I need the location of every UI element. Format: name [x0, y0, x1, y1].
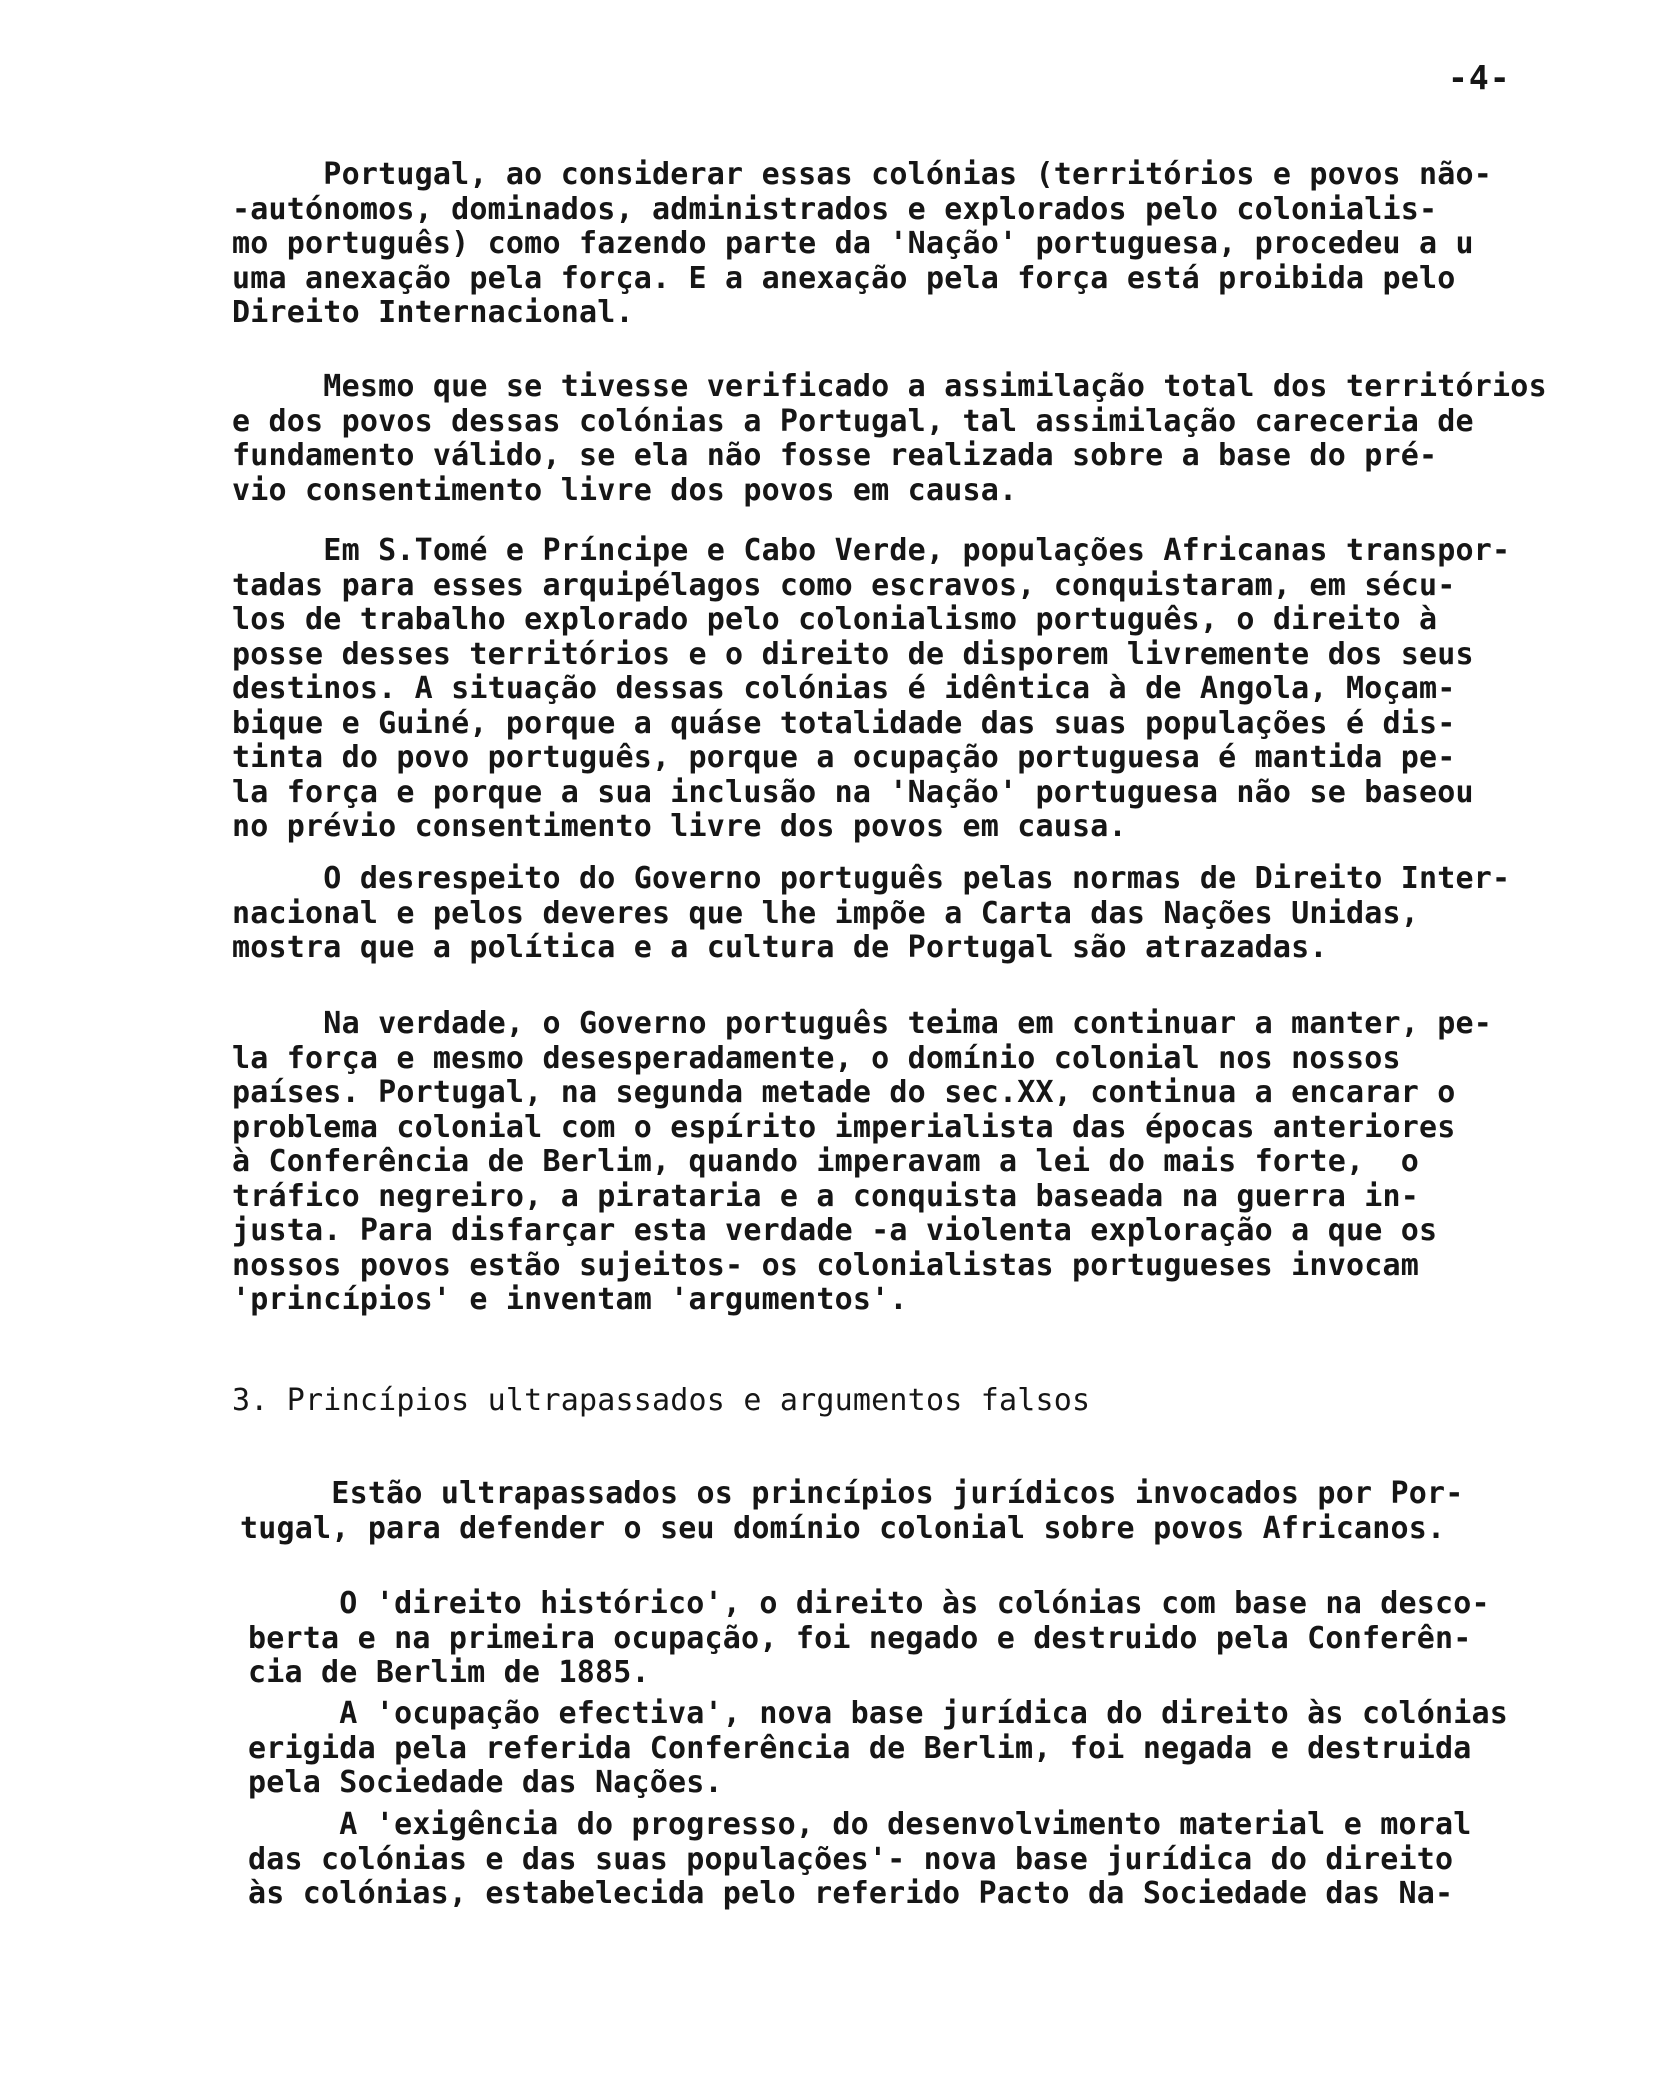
text-line: posse desses territórios e o direito de disporem livremente dos seus: [232, 636, 1474, 672]
text-line: vio consentimento livre dos povos em causa.: [232, 472, 1018, 508]
text-line: cia de Berlim de 1885.: [248, 1655, 650, 1690]
text-line: países. Portugal, na segunda metade do sec.XX, continua a encarar o: [232, 1075, 1456, 1110]
text-line: los de trabalho explorado pelo colonialismo português, o direito à: [232, 602, 1438, 637]
text-line: no prévio consentimento livre dos povos em causa.: [232, 809, 1127, 844]
section-heading: [232, 1384, 1090, 1419]
text-line: destinos. A situação dessas colónias é idêntica à de Angola, Moçam-: [232, 671, 1456, 706]
paragraph: [232, 370, 1547, 508]
paragraph: [248, 1587, 1490, 1691]
text-line: uma anexação pela força. E a anexação pela força está proibida pelo: [232, 260, 1456, 296]
paragraph: [232, 534, 1510, 845]
text-line: problema colonial com o espírito imperialista das épocas anteriores: [232, 1109, 1456, 1145]
text-line: à Conferência de Berlim, quando imperavam a lei do mais forte, o: [232, 1144, 1419, 1179]
text-line: berta e na primeira ocupação, foi negado e destruido pela Conferên-: [248, 1620, 1472, 1656]
text-line: A 'ocupação efectiva', nova base jurídica do direito às colónias: [248, 1696, 1509, 1731]
text-line: justa. Para disfarçar esta verdade -a violenta exploração a que os: [232, 1213, 1438, 1248]
text-line: Estão ultrapassados os princípios jurídicos invocados por Por-: [240, 1476, 1464, 1511]
text-line: pela Sociedade das Nações.: [248, 1765, 723, 1800]
text-line: às colónias, estabelecida pelo referido Pacto da Sociedade das Na-: [248, 1876, 1454, 1911]
text-line: mostra que a política e a cultura de Portugal são atrazadas.: [232, 930, 1328, 965]
paragraph: [232, 158, 1492, 331]
text-line: e dos povos dessas colónias a Portugal, tal assimilação careceria de: [232, 403, 1474, 439]
text-line: Mesmo que se tivesse verificado a assimilação total dos territórios: [232, 369, 1547, 404]
text-line: la força e mesmo desesperadamente, o domínio colonial nos nossos: [232, 1040, 1401, 1076]
text-line: bique e Guiné, porque a quáse totalidade das suas populações é dis-: [232, 705, 1456, 741]
text-line: tinta do povo português, porque a ocupação portuguesa é mantida pe-: [232, 740, 1456, 775]
text-line: -autónomos, dominados, administrados e explorados pelo colonialis-: [232, 191, 1438, 227]
text-line: tugal, para defender o seu domínio colonial sobre povos Africanos.: [240, 1510, 1446, 1546]
text-line: 'princípios' e inventam 'argumentos'.: [232, 1282, 908, 1317]
text-line: 3. Princípios ultrapassados e argumentos falsos: [232, 1383, 1091, 1418]
paragraph: [232, 1007, 1492, 1318]
paragraph: [248, 1808, 1472, 1912]
text-line: la força e porque a sua inclusão na 'Nação' portuguesa não se baseou: [232, 774, 1474, 810]
text-line: Na verdade, o Governo português teima em continuar a manter, pe-: [232, 1006, 1493, 1041]
page-number: -4-: [1448, 58, 1511, 97]
text-line: erigida pela referida Conferência de Berlim, foi negada e destruida: [248, 1730, 1472, 1766]
paragraph: [240, 1477, 1464, 1546]
text-line: O desrespeito do Governo português pelas normas de Direito Inter-: [232, 861, 1511, 896]
text-line: fundamento válido, se ela não fosse realizada sobre a base do pré-: [232, 438, 1438, 473]
paragraph: [248, 1697, 1508, 1801]
text-line: A 'exigência do progresso, do desenvolvimento material e moral: [248, 1807, 1472, 1842]
text-line: nossos povos estão sujeitos- os colonialistas portugueses invocam: [232, 1247, 1419, 1283]
text-line: mo português) como fazendo parte da 'Nação' portuguesa, procedeu a u: [232, 226, 1474, 261]
text-line: Portugal, ao considerar essas colónias (territórios e povos não-: [232, 157, 1493, 192]
text-line: tadas para esses arquipélagos como escravos, conquistaram, em sécu-: [232, 567, 1456, 603]
text-line: tráfico negreiro, a pirataria e a conquista baseada na guerra in-: [232, 1178, 1419, 1214]
paragraph: [232, 862, 1510, 966]
text-line: Direito Internacional.: [232, 295, 634, 330]
text-line: nacional e pelos deveres que lhe impõe a Carta das Nações Unidas,: [232, 895, 1419, 931]
text-line: O 'direito histórico', o direito às colónias com base na desco-: [248, 1586, 1490, 1621]
text-line: Em S.Tomé e Príncipe e Cabo Verde, populações Africanas transpor-: [232, 533, 1511, 568]
text-line: das colónias e das suas populações'- nova base jurídica do direito: [248, 1841, 1454, 1877]
